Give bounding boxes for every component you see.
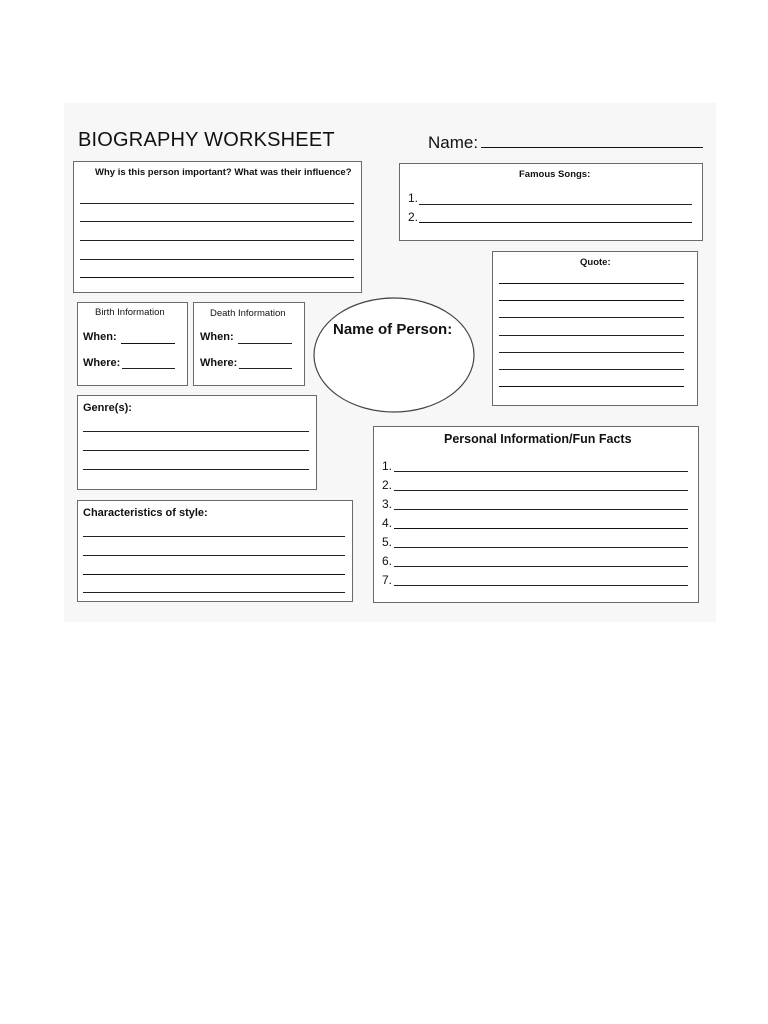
- death-heading: Death Information: [210, 308, 286, 319]
- quote-line-3[interactable]: [499, 317, 684, 318]
- genre-heading: Genre(s):: [83, 402, 132, 414]
- importance-box: [73, 161, 362, 293]
- death-when-line[interactable]: [238, 343, 292, 344]
- fact-line-5[interactable]: [394, 547, 688, 548]
- style-heading: Characteristics of style:: [83, 507, 208, 519]
- importance-line-1[interactable]: [80, 203, 354, 204]
- fact-number-3: 3.: [382, 497, 393, 511]
- facts-heading: Personal Information/Fun Facts: [444, 432, 632, 446]
- fact-number-4: 4.: [382, 516, 393, 530]
- name-line[interactable]: [481, 147, 703, 148]
- fact-line-7[interactable]: [394, 585, 688, 586]
- birth-where-label: Where:: [83, 357, 121, 369]
- importance-line-2[interactable]: [80, 221, 354, 222]
- quote-line-1[interactable]: [499, 283, 684, 284]
- style-line-2[interactable]: [83, 555, 345, 556]
- fact-number-6: 6.: [382, 554, 393, 568]
- importance-line-3[interactable]: [80, 240, 354, 241]
- birth-when-line[interactable]: [121, 343, 175, 344]
- death-when-label: When:: [200, 331, 234, 343]
- fact-number-1: 1.: [382, 459, 393, 473]
- songs-heading: Famous Songs:: [519, 169, 591, 180]
- death-where-line[interactable]: [239, 368, 292, 369]
- song-item-number-2: 2.: [408, 210, 419, 224]
- song-line-1[interactable]: [419, 204, 692, 205]
- name-of-person-oval[interactable]: [310, 296, 480, 416]
- song-item-number-1: 1.: [408, 191, 419, 205]
- genre-line-3[interactable]: [83, 469, 309, 470]
- fact-number-7: 7.: [382, 573, 393, 587]
- importance-line-4[interactable]: [80, 259, 354, 260]
- style-line-4[interactable]: [83, 592, 345, 593]
- style-line-1[interactable]: [83, 536, 345, 537]
- birth-where-line[interactable]: [122, 368, 175, 369]
- quote-line-2[interactable]: [499, 300, 684, 301]
- quote-line-7[interactable]: [499, 386, 684, 387]
- quote-line-6[interactable]: [499, 369, 684, 370]
- genre-line-1[interactable]: [83, 431, 309, 432]
- fact-line-4[interactable]: [394, 528, 688, 529]
- birth-heading: Birth Information: [95, 307, 165, 318]
- genre-line-2[interactable]: [83, 450, 309, 451]
- importance-heading: Why is this person important? What was their influence?: [95, 167, 352, 178]
- fact-line-1[interactable]: [394, 471, 688, 472]
- quote-line-5[interactable]: [499, 352, 684, 353]
- fact-line-6[interactable]: [394, 566, 688, 567]
- style-line-3[interactable]: [83, 574, 345, 575]
- quote-heading: Quote:: [580, 257, 611, 268]
- quote-line-4[interactable]: [499, 335, 684, 336]
- importance-line-5[interactable]: [80, 277, 354, 278]
- fact-number-5: 5.: [382, 535, 393, 549]
- quote-box: [492, 251, 698, 406]
- fact-number-2: 2.: [382, 478, 393, 492]
- death-where-label: Where:: [200, 357, 238, 369]
- fact-line-3[interactable]: [394, 509, 688, 510]
- name-label: Name:: [428, 133, 479, 152]
- facts-box: [373, 426, 699, 603]
- fact-line-2[interactable]: [394, 490, 688, 491]
- worksheet-title: BIOGRAPHY WORKSHEET: [78, 129, 335, 151]
- song-line-2[interactable]: [419, 222, 692, 223]
- name-of-person-label: Name of Person:: [333, 321, 453, 338]
- birth-when-label: When:: [83, 331, 117, 343]
